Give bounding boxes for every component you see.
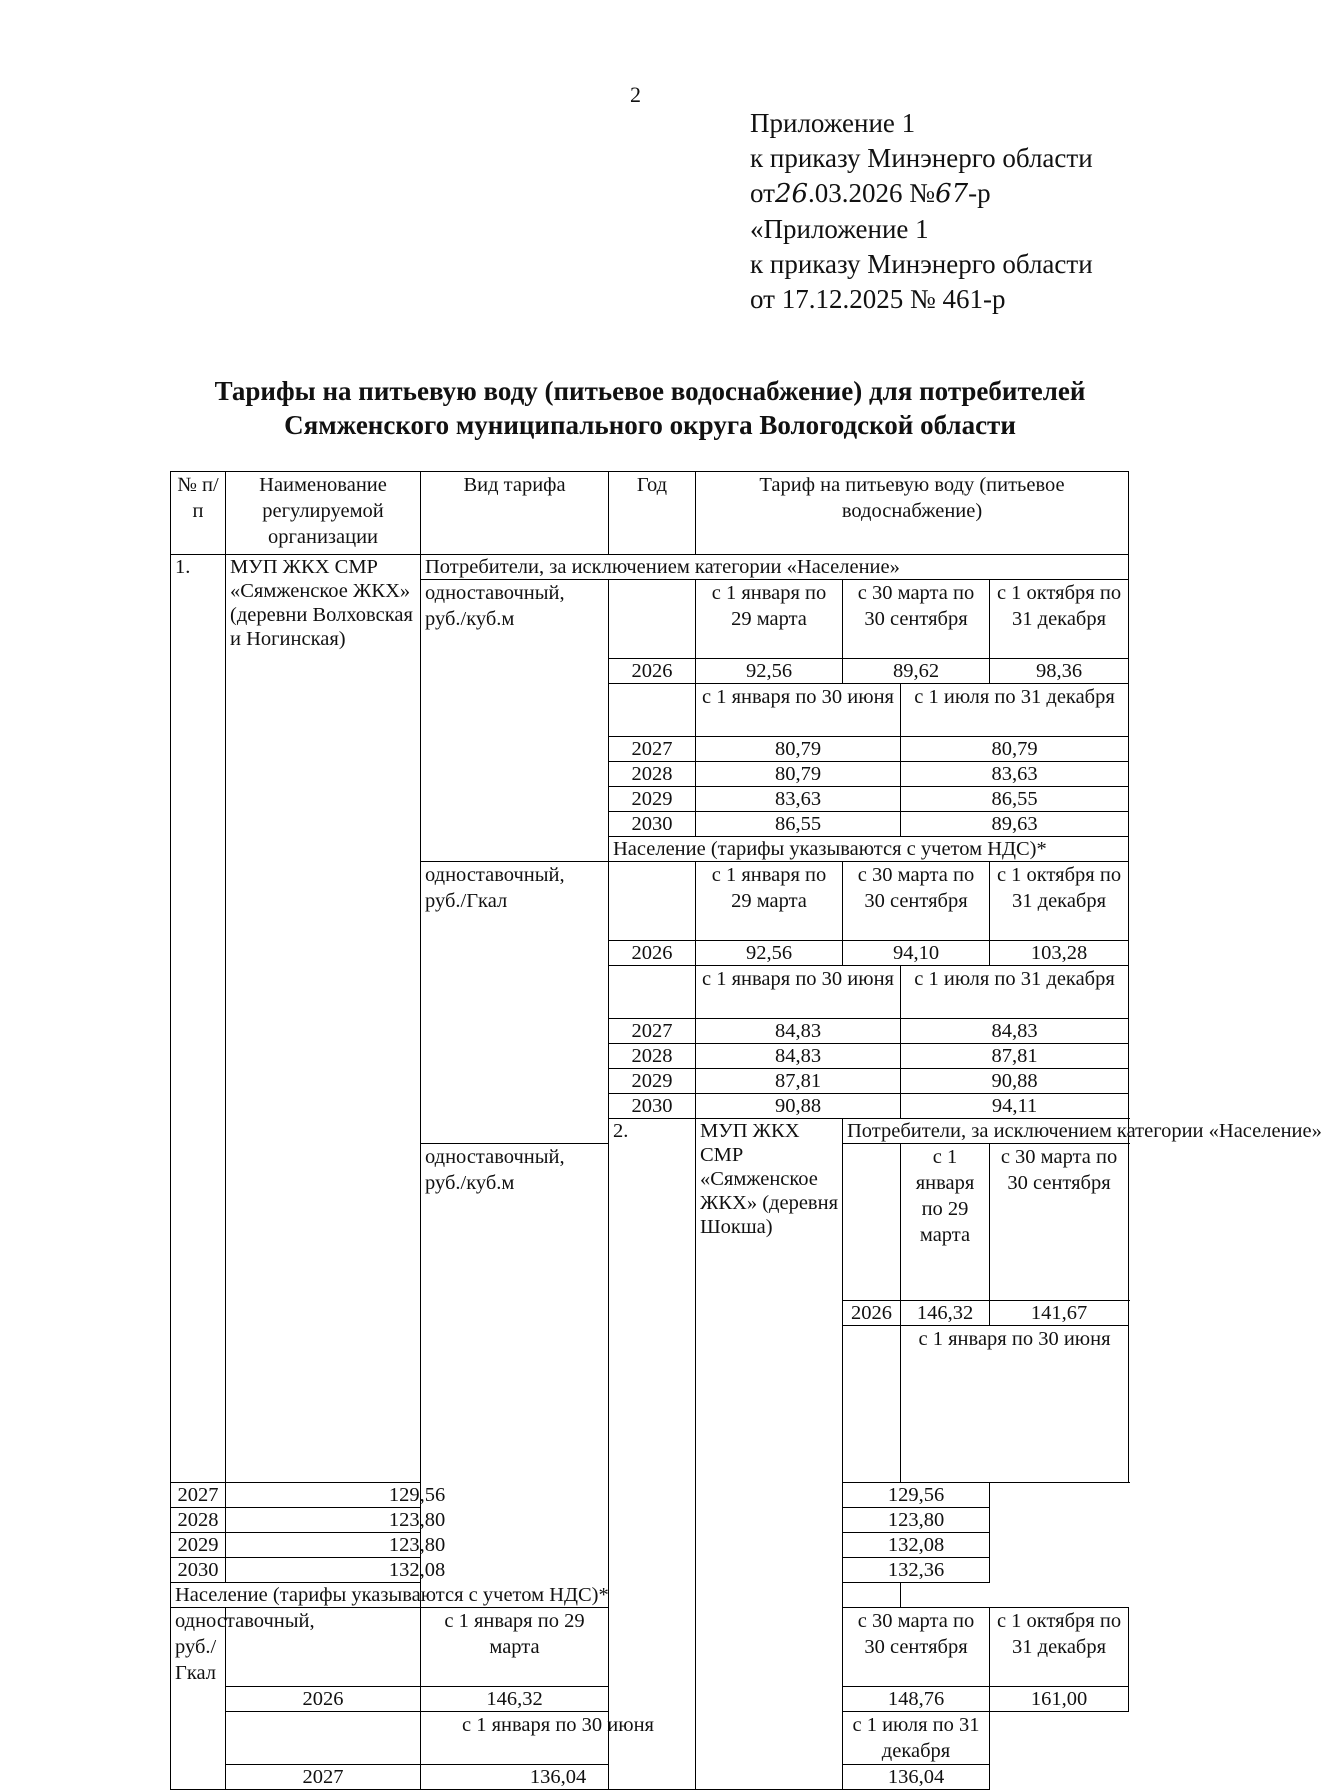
year-cell: 2026 (226, 1687, 421, 1712)
appendix-line-1: Приложение 1 (750, 108, 916, 138)
value-cell: 123,80 (226, 1508, 609, 1533)
header-year: Год (609, 472, 696, 555)
period-mar-sep: с 30 марта по 30 сентября (843, 1608, 990, 1687)
value-cell: 86,55 (696, 812, 901, 837)
org2-group2-label: Население (тарифы указываются с учетом НДС)* (171, 1583, 901, 1608)
org1-group2-type: одноставочный, руб./Гкал (421, 862, 609, 1144)
year-cell: 2027 (609, 1019, 696, 1044)
org2-group2-type: одноставочный, руб./Гкал (171, 1608, 226, 1790)
value-cell: 136,04 (843, 1765, 990, 1790)
document-title (150, 374, 1150, 442)
period-jan-jun: с 1 января по 30 июня (696, 684, 901, 737)
table-row (171, 1583, 1129, 1608)
year-empty-cell (843, 1326, 901, 1483)
value-cell: 90,88 (901, 1069, 1129, 1094)
period-mar-sep: с 30 марта по 30 сентября (843, 862, 990, 941)
appendix-date-suffix: -р (968, 178, 991, 208)
table-row (171, 1765, 1129, 1790)
value-cell: 146,32 (421, 1687, 609, 1712)
period-jan-mar: с 1 января по 29 марта (696, 580, 843, 659)
value-cell: 136,04 (421, 1765, 696, 1790)
value-cell: 148,76 (843, 1687, 990, 1712)
year-cell: 2028 (171, 1508, 226, 1533)
value-cell: 89,63 (901, 812, 1129, 837)
year-cell: 2029 (609, 1069, 696, 1094)
table-row (171, 1712, 1129, 1765)
year-empty-cell (609, 684, 696, 737)
value-cell: 80,79 (696, 762, 901, 787)
value-cell: 84,83 (901, 1019, 1129, 1044)
value-cell: 132,36 (843, 1558, 990, 1583)
value-cell: 92,56 (696, 941, 843, 966)
value-cell: 87,81 (696, 1069, 901, 1094)
org2-number: 2. (609, 1119, 696, 1790)
value-cell: 146,32 (901, 1301, 990, 1326)
handwritten-order-number: 67 (935, 179, 969, 209)
org2-name: МУП ЖКХ СМР «Сямженское ЖКХ» (деревня Шокша) (696, 1119, 843, 1790)
appendix-line-6: от 17.12.2025 № 461-р (750, 284, 1006, 314)
period-jan-mar: с 1 января по 29 марта (901, 1144, 990, 1301)
year-cell: 2029 (609, 787, 696, 812)
value-cell: 84,83 (696, 1044, 901, 1069)
header-org: Наименование регулируемой организации (226, 472, 421, 555)
value-cell: 141,67 (990, 1301, 1129, 1326)
value-cell: 80,79 (696, 737, 901, 762)
value-cell: 84,83 (696, 1019, 901, 1044)
value-cell: 103,28 (990, 941, 1129, 966)
year-cell: 2026 (609, 941, 696, 966)
org2-group1-type: одноставочный, руб./куб.м (421, 1144, 609, 1608)
period-jan-jun: с 1 января по 30 июня (696, 966, 901, 1019)
org2-group1-label: Потребители, за исключением категории «Население» (843, 1119, 1129, 1144)
year-empty-cell (609, 966, 696, 1019)
value-cell: 94,11 (901, 1094, 1129, 1119)
value-cell: 129,56 (843, 1483, 990, 1508)
year-empty-cell (609, 580, 696, 659)
year-cell: 2030 (609, 1094, 696, 1119)
value-cell: 94,10 (843, 941, 990, 966)
title-line-2: Сямженского муниципального округа Вологодской области (284, 410, 1016, 440)
period-jul-dec: с 1 июля по 31 декабря (843, 1712, 990, 1765)
tariff-table (170, 471, 1322, 1790)
appendix-line-5: к приказу Минэнерго области (750, 249, 1093, 279)
value-cell: 86,55 (901, 787, 1129, 812)
page-number: 2 (630, 82, 641, 107)
value-cell: 98,36 (990, 659, 1129, 684)
appendix-line-2: к приказу Минэнерго области (750, 143, 1093, 173)
value-cell: 92,56 (696, 659, 843, 684)
org1-group2-label: Население (тарифы указываются с учетом НДС)* (609, 837, 1129, 862)
appendix-line-4: «Приложение 1 (750, 214, 929, 244)
year-empty-cell (843, 1144, 901, 1301)
org1-group1-type: одноставочный, руб./куб.м (421, 580, 609, 862)
value-cell: 132,08 (226, 1558, 609, 1583)
value-cell: 161,00 (990, 1687, 1129, 1712)
value-cell: 123,80 (843, 1508, 990, 1533)
org1-name: МУП ЖКХ СМР «Сямженское ЖКХ» (деревни Волховская и Ногинская) (226, 555, 421, 1483)
appendix-header (750, 106, 1093, 317)
year-cell: 2028 (609, 762, 696, 787)
year-cell: 2030 (609, 812, 696, 837)
table-row (171, 555, 1129, 580)
period-oct-dec: с 1 октября по 31 декабря (990, 580, 1129, 659)
value-cell: 80,79 (901, 737, 1129, 762)
year-cell: 2030 (171, 1558, 226, 1583)
period-jan-jun: с 1 января по 30 июня (421, 1712, 696, 1765)
header-num: № п/п (171, 472, 226, 555)
year-cell: 2026 (609, 659, 696, 684)
value-cell: 89,62 (843, 659, 990, 684)
value-cell: 87,81 (901, 1044, 1129, 1069)
value-cell: 83,63 (901, 762, 1129, 787)
year-cell: 2027 (609, 737, 696, 762)
value-cell: 132,08 (843, 1533, 990, 1558)
value-cell: 83,63 (696, 787, 901, 812)
table-header-row (171, 472, 1129, 555)
period-jul-dec: с 1 июля по 31 декабря (901, 966, 1129, 1019)
handwritten-day: 26 (774, 179, 809, 209)
period-oct-dec: с 1 октября по 31 декабря (990, 1608, 1129, 1687)
header-type: Вид тарифа (421, 472, 609, 555)
year-cell: 2027 (226, 1765, 421, 1790)
org1-group1-label: Потребители, за исключением категории «Население» (421, 555, 1129, 580)
org1-number: 1. (171, 555, 226, 1483)
year-empty-cell (226, 1712, 421, 1765)
period-oct-dec: с 1 октября по 31 декабря (990, 862, 1129, 941)
appendix-line-3 (750, 176, 1093, 212)
appendix-date-prefix: от (750, 178, 775, 208)
period-mar-sep: с 30 марта по 30 сентября (843, 580, 990, 659)
period-mar-sep: с 30 марта по 30 сентября (990, 1144, 1129, 1301)
year-cell: 2029 (171, 1533, 226, 1558)
value-cell: 129,56 (226, 1483, 609, 1508)
title-line-1: Тарифы на питьевую воду (питьевое водоснабжение) для потребителей (214, 376, 1086, 406)
value-cell: 123,80 (226, 1533, 609, 1558)
period-jul-dec: с 1 июля по 31 декабря (901, 684, 1129, 737)
period-jan-mar: с 1 января по 29 марта (696, 862, 843, 941)
value-cell: 90,88 (696, 1094, 901, 1119)
period-jan-mar: с 1 января по 29 марта (421, 1608, 609, 1687)
year-cell: 2026 (843, 1301, 901, 1326)
year-cell: 2027 (171, 1483, 226, 1508)
year-cell: 2028 (609, 1044, 696, 1069)
year-empty-cell (609, 862, 696, 941)
appendix-date-mid: .03.2026 № (808, 178, 936, 208)
period-jan-jun: с 1 января по 30 июня (901, 1326, 1129, 1483)
header-tariff: Тариф на питьевую воду (питьевое водоснабжение) (696, 472, 1129, 555)
